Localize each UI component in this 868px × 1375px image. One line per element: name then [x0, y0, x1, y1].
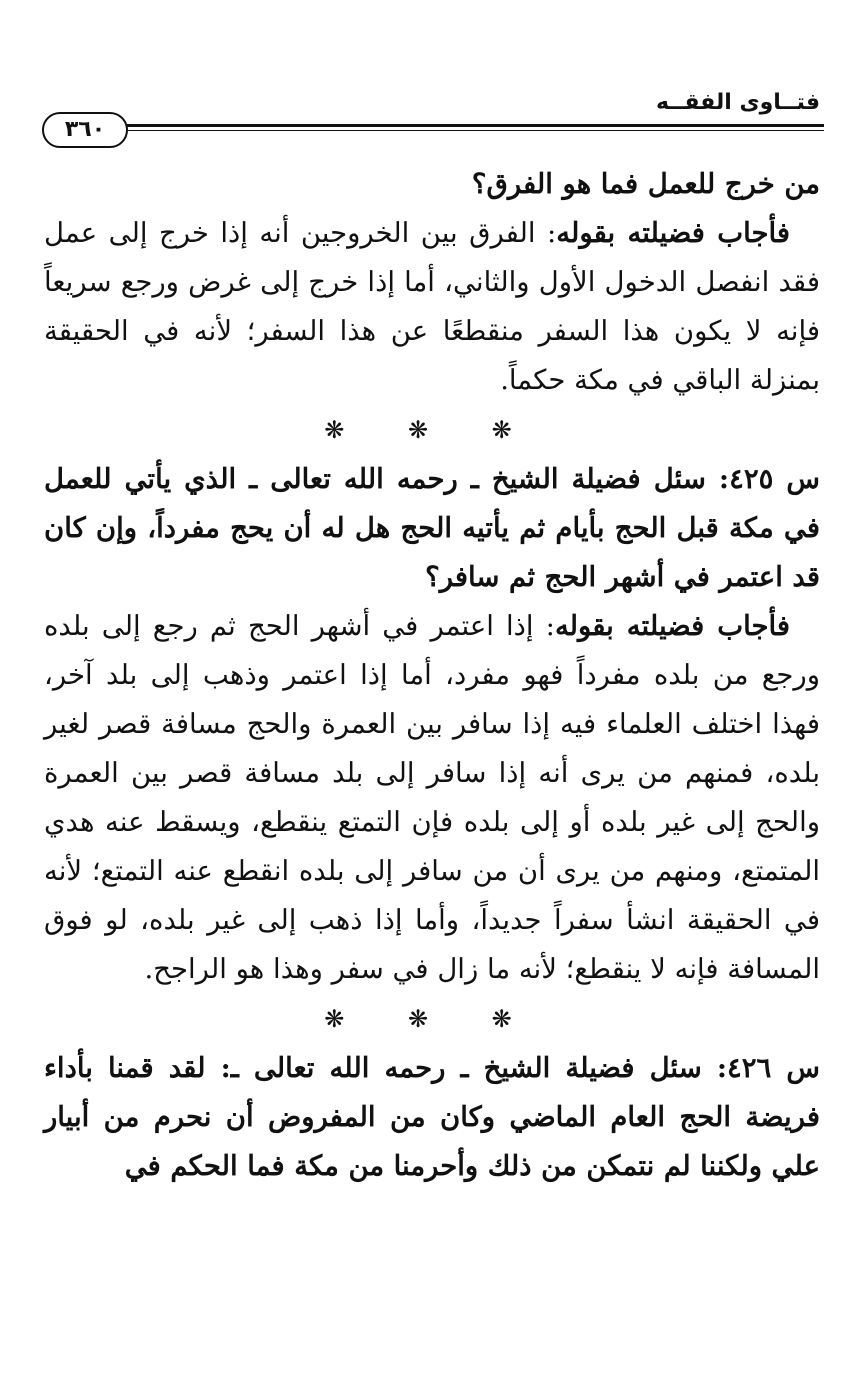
question-text: سئل فضيلة الشيخ ـ رحمه الله تعالى ـ: لقد قمنا بأداء فريضة الحج العام الماضي وكان من المفروض أن نحرم من أبيار علي ولكننا لم نتمكن من ذلك وأحرمنا من مكة فما الحكم في: [44, 1052, 820, 1182]
question-number: س ٤٢٥:: [718, 463, 820, 495]
running-title: فتــاوى الفقــه: [655, 90, 820, 115]
answer-label: فأجاب فضيلته بقوله: [554, 610, 790, 642]
page-number: ٣٦٠: [42, 112, 128, 148]
answer-text: : إذا اعتمر في أشهر الحج ثم رجع إلى بلده ورجع من بلده مفرداً فهو مفرد، أما إذا اعتمر وذهب إلى بلد آخر، فهذا اختلف العلماء فيه إذا سافر بين العمرة والحج مسافة قصر لغير بلده، فمنهم من يرى أنه إذا سافر إلى بلد مسافة قصر بين العمرة والحج إلى غير بلده أو إلى بلده فإن التمتع ينقطع، ويسقط عنه هدي المتمتع، ومنهم من يرى أن من سافر إلى بلده انقطع عنه التمتع؛ لأنه في الحقيقة انشأ سفراً جديداً، وأما إذا ذهب إلى غير بلده، لو فوق المسافة فإنه لا ينقطع؛ لأنه ما زال في سفر وهذا هو الراجح.: [44, 610, 820, 985]
question-text: سئل فضيلة الشيخ ـ رحمه الله تعالى ـ الذي يأتي للعمل في مكة قبل الحج بأيام ثم يأتيه الحج هل له أن يحج مفرداً، وإن كان قد اعتمر في أشهر الحج ثم سافر؟: [44, 463, 820, 593]
page-body: [44, 160, 820, 1191]
section-separator: ❋ ❋ ❋: [324, 1005, 540, 1033]
header-rule-thin: [120, 130, 824, 131]
answer-425: [44, 602, 820, 994]
answer-424: [44, 209, 820, 405]
question-tail: من خرج للعمل فما هو الفرق؟: [471, 168, 820, 200]
answer-label: فأجاب فضيلته بقوله: [556, 217, 790, 249]
section-separator: ❋ ❋ ❋: [324, 416, 540, 444]
header-rule: [120, 124, 824, 127]
question-426: [44, 1044, 820, 1191]
question-number: س ٤٢٦:: [716, 1052, 820, 1084]
question-425: [44, 455, 820, 602]
answer-text: : الفرق بين الخروجين أنه إذا خرج إلى عمل فقد انفصل الدخول الأول والثاني، أما إذا خرج إلى غرض ورجع سريعاً فإنه لا يكون هذا السفر منقطعًا عن هذا السفر؛ لأنه في الحقيقة بمنزلة الباقي في مكة حكماً.: [44, 217, 820, 396]
